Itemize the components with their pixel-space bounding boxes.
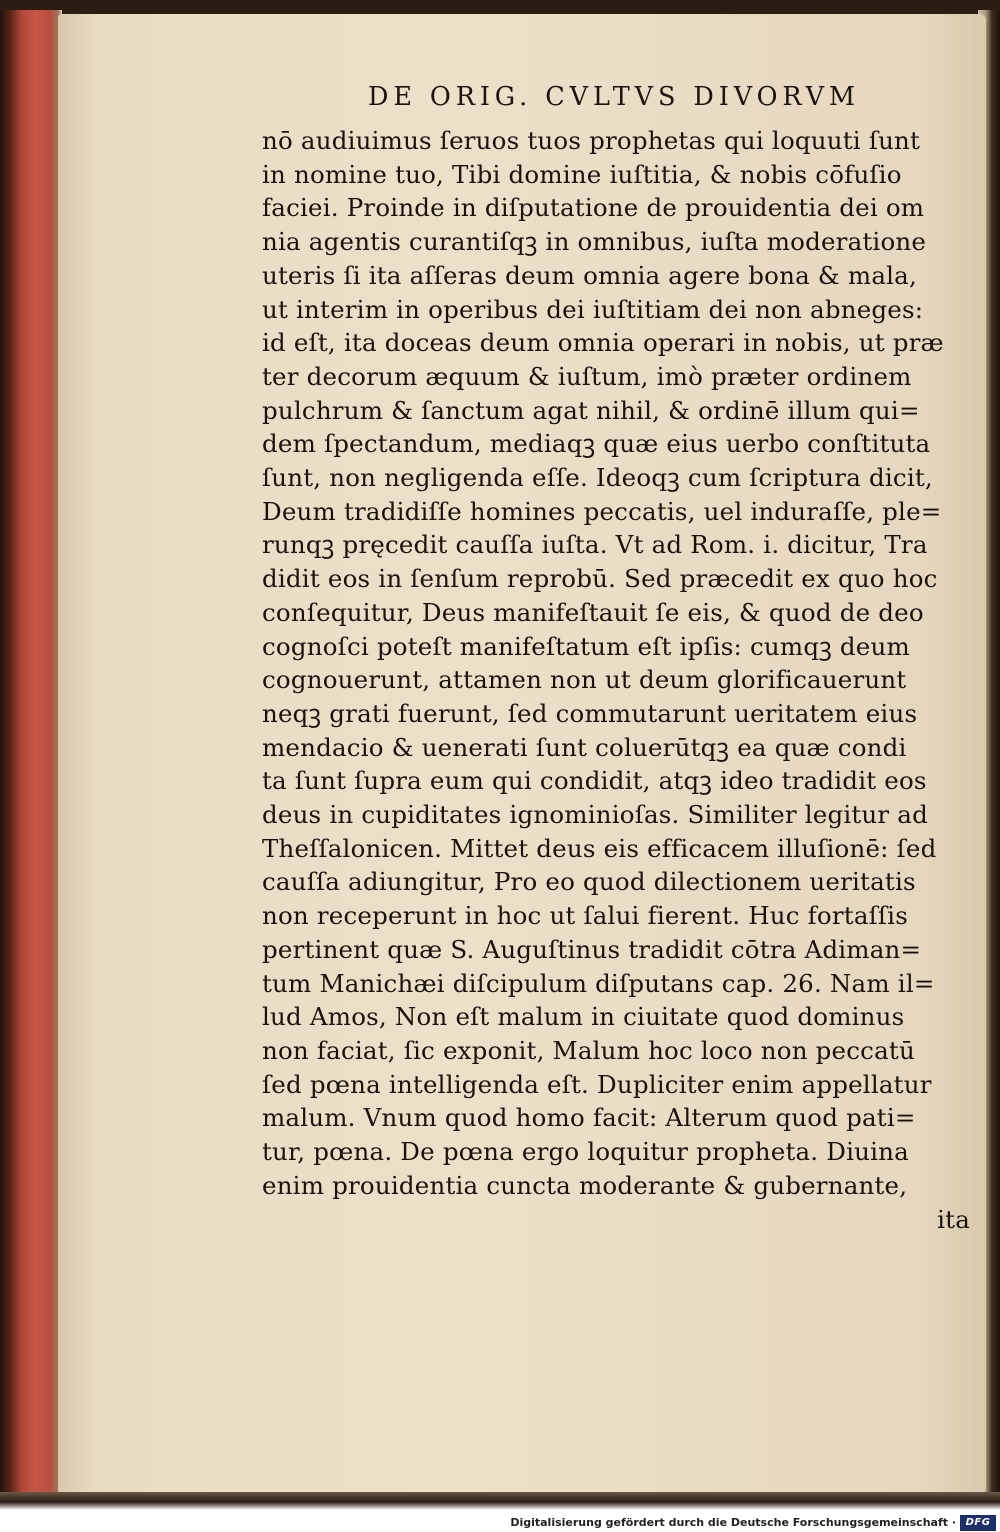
- text-line: uteris ſi ita aſſeras deum omnia agere bona & mala,: [262, 260, 917, 290]
- text-line: cauſſa adiungitur, Pro eo quod dilectionem ueritatis: [262, 867, 916, 897]
- text-line: pertinent quæ S. Auguſtinus tradidit cōtra Adiman=: [262, 934, 922, 964]
- text-line: pulchrum & ſanctum agat nihil, & ordinē illum qui=: [262, 395, 920, 425]
- text-line: neqꝫ grati fuerunt, ſed commutarunt ueritatem eius: [262, 698, 918, 728]
- text-line: ter decorum æquum & iuſtum, imò præter ordinem: [262, 361, 912, 391]
- book-edge-bottom: [0, 1492, 1000, 1510]
- book-edge-left-red: [0, 10, 62, 1495]
- text-line: Theſſalonicen. Mittet deus eis efficacem illuſionē: ſed: [262, 833, 937, 863]
- text-line: non faciat, ſic exponit, Malum hoc loco non peccatū: [262, 1035, 915, 1065]
- text-line: tur, pœna. De pœna ergo loquitur propheta. Diuina: [262, 1137, 909, 1167]
- text-line: cognouerunt, attamen non ut deum glorificauerunt: [262, 665, 907, 695]
- dfg-logo: DFG: [960, 1515, 996, 1531]
- text-line: faciei. Proinde in diſputatione de prouidentia dei om: [262, 193, 925, 223]
- text-line: didit eos in ſenſum reprobū. Sed præcedit ex quo hoc: [262, 564, 938, 594]
- text-line: cognoſci poteſt manifeſtatum eſt ipſis: cumqꝫ deum: [262, 631, 910, 661]
- catchword: ita: [937, 1204, 970, 1234]
- text-line: runqꝫ pręcedit cauſſa iuſta. Vt ad Rom. i. dicitur, Tra: [262, 530, 928, 560]
- text-line: ta ſunt ſupra eum qui condidit, atqꝫ ideo tradidit eos: [262, 766, 927, 796]
- text-line: id eſt, ita doceas deum omnia operari in nobis, ut præ: [262, 328, 944, 358]
- text-block: [262, 124, 982, 1236]
- footer-bar: [0, 1514, 1000, 1532]
- text-line: Deum tradidiſſe homines peccatis, uel induraſſe, ple=: [262, 496, 942, 526]
- text-line: non receperunt in hoc ut ſalui fierent. Huc fortaſſis: [262, 901, 908, 931]
- text-line: lud Amos, Non eſt malum in ciuitate quod dominus: [262, 1002, 905, 1032]
- text-line: malum. Vnum quod homo facit: Alterum quod pati=: [262, 1103, 916, 1133]
- text-line: tum Manichæi diſcipulum diſputans cap. 26. Nam il=: [262, 968, 935, 998]
- text-line: in nomine tuo, Tibi domine iuſtitia, & nobis cōfuſio: [262, 159, 902, 189]
- text-line: enim prouidentia cuncta moderante & gubernante,: [262, 1170, 908, 1200]
- running-head: DE ORIG. CVLTVS DIVORVM: [368, 82, 860, 112]
- footer-credit: Digitalisierung gefördert durch die Deutsche Forschungsgemeinschaft ·: [510, 1516, 956, 1529]
- text-line: ut interim in operibus dei iuſtitiam dei non abneges:: [262, 294, 924, 324]
- text-line: ſunt, non negligenda eſſe. Ideoqꝫ cum ſcriptura dicit,: [262, 463, 933, 493]
- text-line: conſequitur, Deus manifeſtauit ſe eis, & quod de deo: [262, 597, 924, 627]
- text-line: nia agentis curantiſqꝫ in omnibus, iuſta moderatione: [262, 227, 927, 257]
- text-line: dem ſpectandum, mediaqꝫ quæ eius uerbo conſtituta: [262, 429, 931, 459]
- text-line: mendacio & uenerati ſunt coluerūtqꝫ ea quæ condi: [262, 732, 907, 762]
- text-line: ſed pœna intelligenda eſt. Dupliciter enim appellatur: [262, 1069, 932, 1099]
- text-line: deus in cupiditates ignominioſas. Similiter legitur ad: [262, 800, 928, 830]
- text-line: nō audiuimus ſeruos tuos prophetas qui loquuti ſunt: [262, 126, 921, 155]
